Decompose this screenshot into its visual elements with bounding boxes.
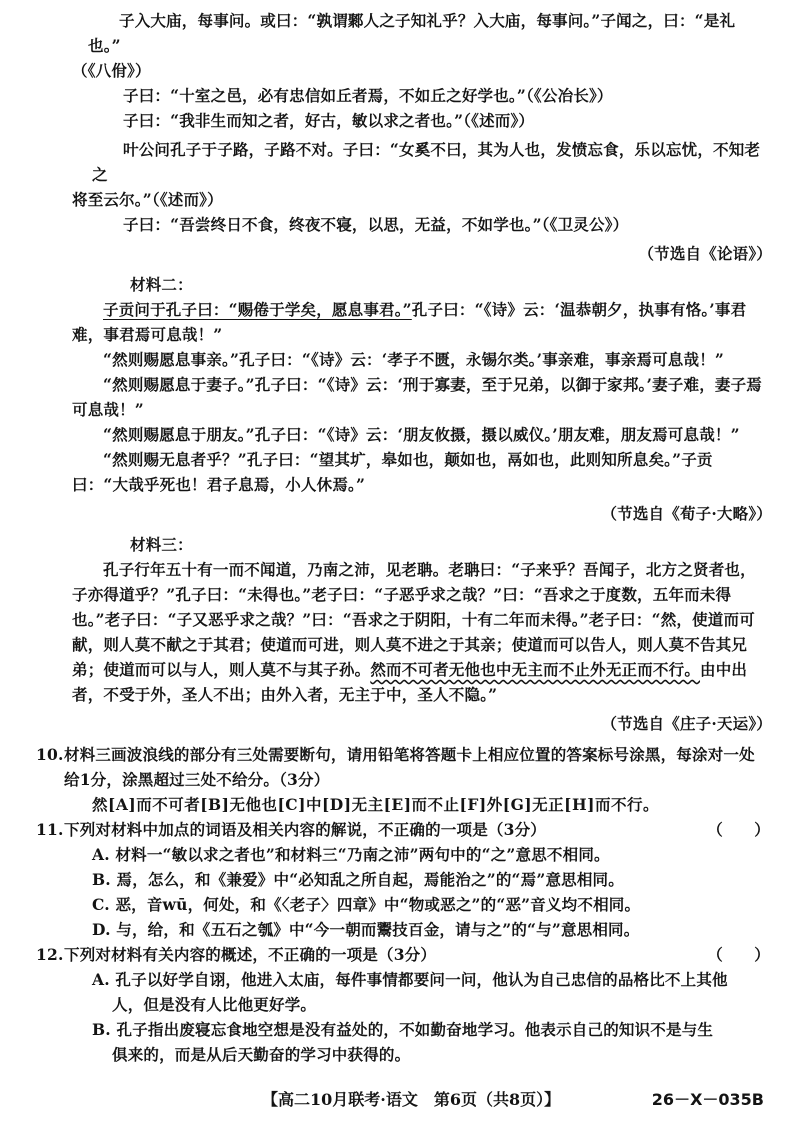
paragraph: “然则赐愿息事亲。”孔子曰：“《诗》云：‘孝子不匮，永锡尔类。’事亲难，事亲焉可息哉！” [103,350,725,369]
source-citation: （节选自《论语》） [638,244,772,263]
question-10 [36,742,764,817]
text-line: （《八佾》） [72,61,151,80]
option-b [64,1017,764,1067]
paragraph-text: 由中出者，不受于外，圣人不出；由外入者，无主于中，圣人不隐。” [72,660,748,704]
question-text: 下列对材料中加点的词语及相关内容的解说，不正确的一项是（3分） [64,820,546,839]
wavy-underlined-sentence: 然而不可者无他也中无主而不止外无正而不行。 [370,660,701,679]
text-line: 子曰：“十室之邑，必有忠信如丘者焉，不如丘之好学也。”（《公冶长》） [123,86,613,105]
question-11 [36,817,770,942]
text-line: 子曰：“吾尝终日不食，终夜不寝，以思，无益，不如学也。”（《卫灵公》） [123,215,629,234]
text-line: 子入大庙，每事问。或曰：“孰谓鄹人之子知礼乎？入大庙，每事问。”子闻之，曰：“是礼也。” [88,11,736,55]
option-line: 人，但是没有人比他更好学。 [112,995,317,1014]
text-line: 叶公问孔子于子路，子路不对。子曰：“女奚不曰，其为人也，发愤忘食，乐以忘忧，不知老之 [92,140,761,184]
paragraph: “然则赐无息者乎？”孔子曰：“望其圹，皋如也，颠如也，鬲如也，此则知所息矣。”子贡曰：“大哉乎死也！君子息焉，小人休焉。” [72,450,713,494]
question-number: 11. [36,820,64,839]
answer-blank: （ ） [707,945,770,964]
option-a [64,967,764,1017]
material-3 [72,532,772,736]
source-citation: （节选自《荀子·大略》） [601,504,772,523]
option-line: 俱来的，而是从后天勤奋的学习中获得的。 [112,1045,411,1064]
option-a: A. 材料一“敏以求之者也”和材料三“乃南之沛”两句中的“之”意思不相同。 [92,845,610,864]
question-stem [36,742,764,792]
text-line: 将至云尔。”（《述而》） [72,190,223,209]
paragraph: “然则赐愿息于妻子。”孔子曰：“《诗》云：‘刑于寡妻，至于兄弟，以御于家邦。’妻子难，妻子焉可息哉！” [72,375,762,419]
paragraph [72,557,764,707]
option-d: D. 与，给，和《五石之瓠》中“今一朝而鬻技百金，请与之”的“与”意思相同。 [92,920,640,939]
exam-code: 26－X－035B [651,1090,764,1109]
source-citation: （节选自《庄子·天运》） [601,714,772,733]
question-stem [36,942,770,967]
option-line: A. 孔子以好学自诩，他进入太庙，每件事情都要问一问，他认为自己忠信的品格比不上其他 [92,970,728,989]
material-2 [72,272,772,526]
section-heading: 材料三： [130,535,193,554]
paragraph-text: 孔子曰：“《诗》云：‘温恭朝夕，执事有恪。’事君难，事君焉可息哉！” [72,300,747,344]
question-number: 10. [36,745,64,764]
paragraph-text: 孔子行年五十有一而不闻道，乃南之沛，见老聃。老聃曰：“子来乎？吾闻子，北方之贤者也，子亦得道乎？”孔子曰：“未得也。”老子曰：“子恶乎求之哉？”曰：“吾求之于度数，五年而未得也。”老子曰：“子又恶乎求之哉？”曰：“吾求之于阴阳，十有二年而未得。”老子曰：“然，使道而可献，则人莫不献之于其君；使道而可进，则人莫不进之于其亲；使道而可以告人，则人莫不告其兄弟；使道而可以与人，则人莫不与其子孙。 [72,560,756,679]
option-c: C. 恶，音wū，何处，和《〈老子〉四章》中“物或恶之”的“恶”音义均不相同。 [92,895,641,914]
page-footer-title: 【高二10月联考·语文 第6页（共8页）】 [262,1090,561,1109]
paragraph: “然则赐愿息于朋友。”孔子曰：“《诗》云：‘朋友攸摄，摄以威仪。’朋友难，朋友焉可息哉！” [103,425,740,444]
paragraph [72,297,764,347]
question-12 [36,942,770,1067]
option-line: B. 孔子指出废寝忘食地空想是没有益处的，不如勤奋地学习。他表示自己的知识不是与生 [92,1020,714,1039]
text-line: 子曰：“我非生而知之者，好古，敏以求之者也。”（《述而》） [123,111,535,130]
answer-options-line: 然[A]而不可者[B]无他也[C]中[D]无主[E]而不止[F]外[G]无正[H]而不行。 [92,795,659,814]
question-stem [36,817,770,842]
section-heading: 材料二： [130,275,193,294]
option-b: B. 焉，怎么，和《兼爱》中“必知乱之所自起，焉能治之”的“焉”意思相同。 [92,870,624,889]
underlined-sentence: 子贡问于孔子曰：“赐倦于学矣，愿息事君。” [103,300,412,319]
question-number: 12. [36,945,64,964]
answer-blank: （ ） [707,820,770,839]
question-text: 下列对材料有关内容的概述，不正确的一项是（3分） [64,945,437,964]
material-1 [72,8,772,266]
question-text: 材料三画波浪线的部分有三处需要断句，请用铅笔将答题卡上相应位置的答案标号涂黑，每涂对一处给1分，涂黑超过三处不给分。（3分） [64,745,755,789]
